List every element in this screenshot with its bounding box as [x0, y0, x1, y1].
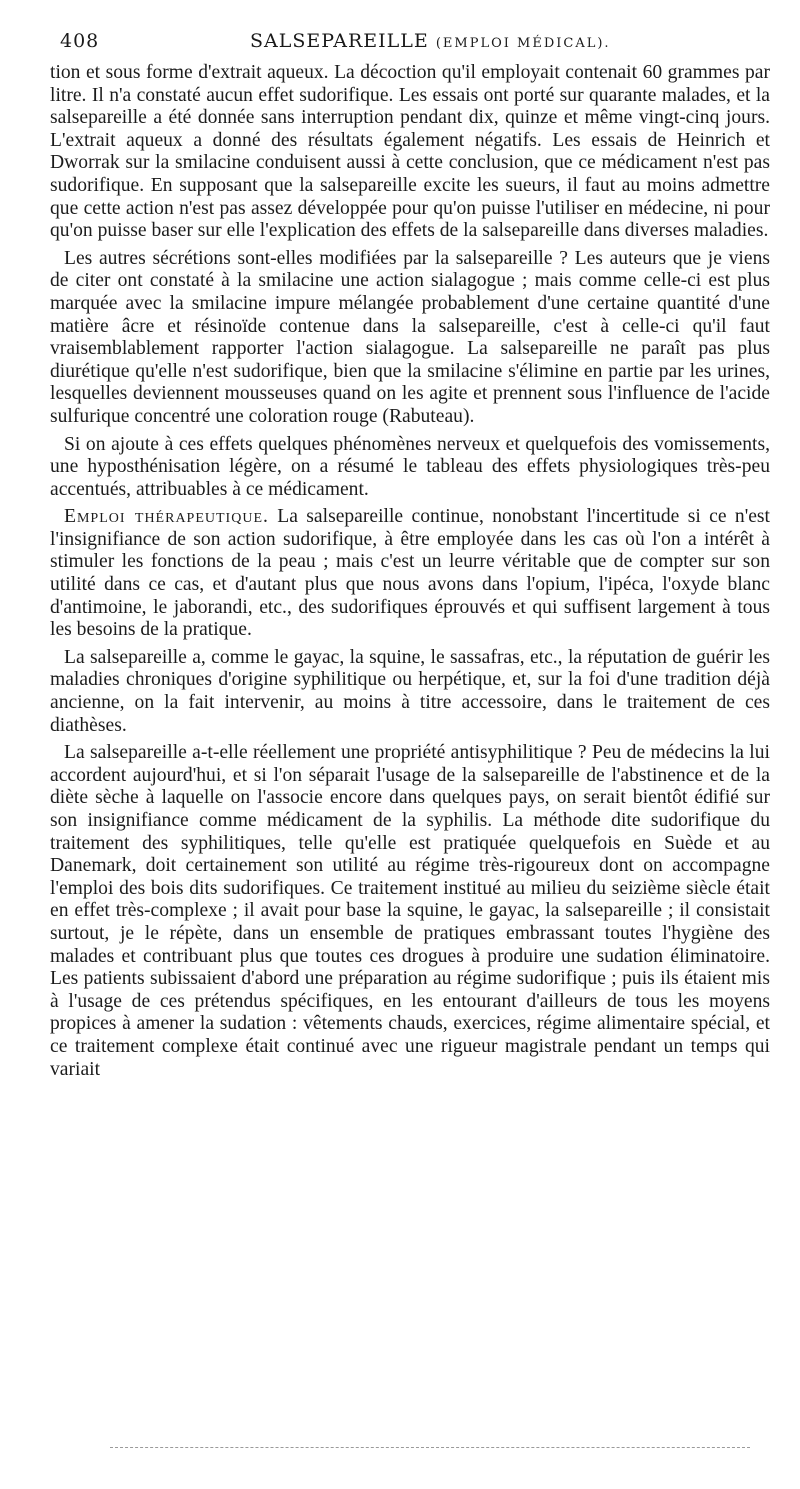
running-title-main: SALSEPAREILLE: [250, 30, 429, 52]
running-title-sub: (EMPLOI MÉDICAL).: [435, 36, 611, 51]
paragraph-5: La salsepareille a, comme le gayac, la squine, le sassafras, etc., la réputation de guérir les maladies chroniques d'origine syphilitique ou herpétique, et, sur la foi d'une tradition déjà ancienne, on la fait intervenir, au moins à titre accessoire, dans le traitement de ces diathèses.: [50, 646, 770, 736]
paragraph-4-text: La salsepareille continue, nonobstant l'incertitude si ce n'est l'insignifiance de son action sudorifique, à être employée dans les cas où l'on a intérêt à stimuler les fonctions de la peau ; mais c'est un leurre véritable que de compter sur son utilité dans ce cas, et d'autant plus que nous avons dans l'opium, l'ipéca, l'oxyde blanc d'antimoine, le jaborandi, etc., des sudorifiques éprouvés et qui suffisent largement à tous les besoins de la pratique.: [50, 506, 770, 641]
page-number: 408: [60, 30, 100, 52]
footer-divider: [110, 1447, 750, 1448]
paragraph-1: tion et sous forme d'extrait aqueux. La décoction qu'il employait contenait 60 grammes par litre. Il n'a constaté aucun effet sudorifique. Les essais ont porté sur quarante malades, et la salsepareille a été donnée sans interruption pendant dix, quinze et même vingt-cinq jours. L'extrait aqueux a donné des résultats également négatifs. Les essais de Heinrich et Dworrak sur la smilacine conduisent aussi à cette conclusion, que ce médicament n'est pas sudorifique. En supposant que la salsepareille excite les sueurs, il faut au moins admettre que cette action n'est pas assez développée pour qu'on puisse l'utiliser en médecine, ni pour qu'on puisse baser sur elle l'explication des effets de la salsepareille dans diverses maladies.: [50, 62, 770, 242]
running-title: [250, 30, 611, 52]
paragraph-4: [50, 506, 770, 642]
paragraph-6: La salsepareille a-t-elle réellement une propriété antisyphilitique ? Peu de médecins la lui accordent aujourd'hui, et si l'on séparait l'usage de la salsepareille de l'abstinence et de la diète sèche à laquelle on l'associe encore dans quelques pays, on serait bientôt édifié sur son insignifiance comme médicament de la syphilis. La méthode dite sudorifique du traitement des syphilitiques, telle qu'elle est pratiquée quelquefois en Suède et au Danemark, doit certainement son utilité au régime très-rigoureux dont on accompagne l'emploi des bois dits sudorifiques. Ce traitement institué au milieu du seizième siècle était en effet très-complexe ; il avait pour base la squine, le gayac, la salsepareille ; il consistait surtout, je le répète, dans un ensemble de pratiques embrassant toutes l'hygiène des malades et contribuant plus que toutes ces drogues à produire une sudation éliminatoire. Les patients subissaient d'abord une préparation au régime sudorifique ; puis ils étaient mis à l'usage de ces prétendus spécifiques, en les entourant d'ailleurs de tous les moyens propices à amener la sudation : vêtements chauds, exercices, régime alimentaire spécial, et ce traitement complexe était continué avec une rigueur magistrale pendant un temps qui variait: [50, 742, 770, 1080]
paragraph-3: Si on ajoute à ces effets quelques phénomènes nerveux et quelquefois des vomissements, une hyposthénisation légère, on a résumé le tableau des effets physiologiques très-peu accentués, attribuables à ce médicament.: [50, 433, 770, 500]
page-header: [60, 30, 760, 58]
section-heading: Emploi thérapeutique.: [64, 506, 269, 528]
paragraph-2: Les autres sécrétions sont-elles modifiées par la salsepareille ? Les auteurs que je viens de citer ont constaté à la smilacine une action sialagogue ; mais comme celle-ci est plus marquée avec la smilacine impure mélangée probablement d'une certaine quantité d'une matière âcre et résinoïde contenue dans la salsepareille, c'est à celle-ci qu'il faut vraisemblablement rapporter l'action sialagogue. La salsepareille ne paraît pas plus diurétique qu'elle n'est sudorifique, bien que la smilacine s'élimine en partie par les urines, lesquelles deviennent mousseuses quand on les agite et prennent sous l'influence de l'acide sulfurique concentré une coloration rouge (Rabuteau).: [50, 247, 770, 427]
text-body: [50, 62, 770, 1086]
